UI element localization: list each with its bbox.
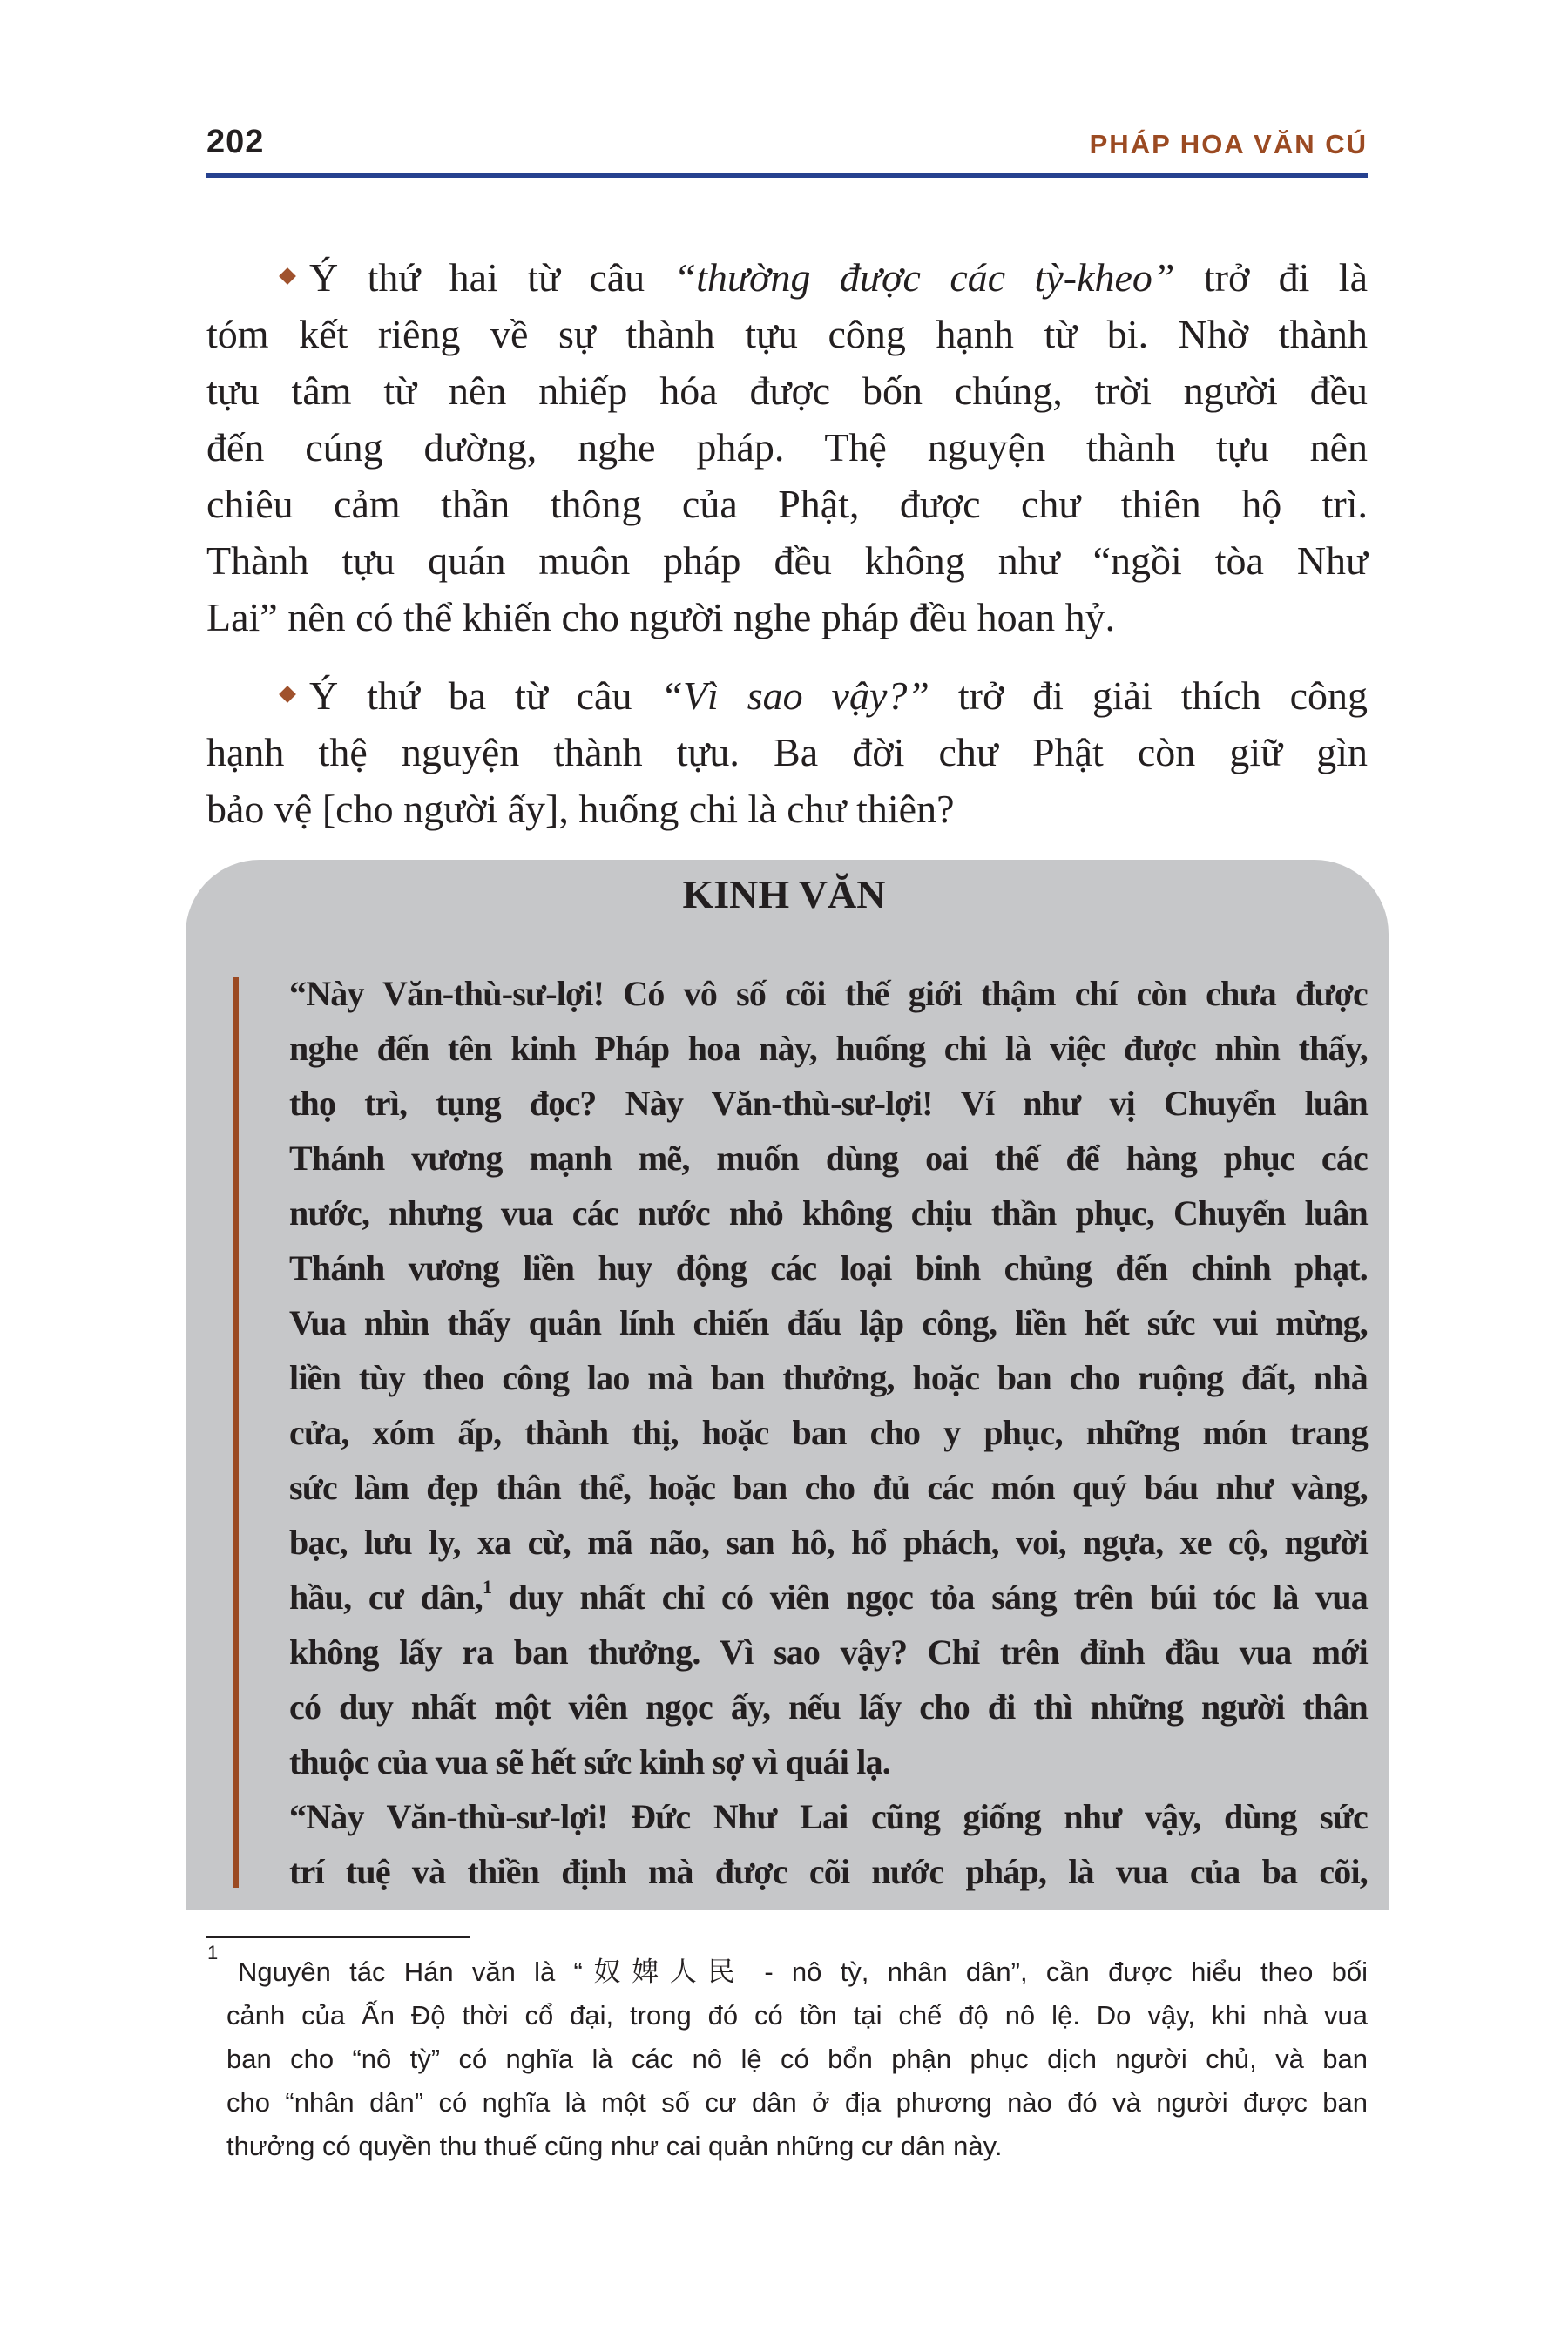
text-line xyxy=(289,1240,1368,1295)
line-text: đến cúng dường, nghe pháp. Thệ nguyện thành tựu nên xyxy=(206,425,1368,470)
text-line xyxy=(206,667,1368,724)
text-line xyxy=(289,1844,1368,1899)
sutra-box-title: KINH VĂN xyxy=(682,872,886,916)
text-line xyxy=(206,781,1368,837)
line-text: hạnh thệ nguyện thành tựu. Ba đời chư Phật còn giữ gìn xyxy=(206,730,1368,774)
line-text: nghe đến tên kinh Pháp hoa này, huống chi là việc được nhìn thấy, xyxy=(289,1029,1368,1068)
line-text: cửa, xóm ấp, thành thị, hoặc ban cho y phục, những món trang xyxy=(289,1413,1368,1452)
footnote-marker: 1 xyxy=(207,1942,219,1963)
text-line xyxy=(206,362,1368,419)
line-text: trở đi giải thích công xyxy=(929,673,1369,718)
text-line xyxy=(289,1789,1368,1844)
line-text: “Này Văn-thù-sư-lợi! Có vô số cõi thế giới thậm chí còn chưa được xyxy=(289,974,1368,1013)
header-rule xyxy=(206,173,1368,178)
text-line xyxy=(226,2038,1368,2081)
diamond-bullet-icon xyxy=(279,268,296,286)
line-text: cho “nhân dân” có nghĩa là một số cư dân ở địa phương nào đó và người được ban xyxy=(226,2087,1368,2118)
line-text: không lấy ra ban thưởng. Vì sao vậy? Chỉ trên đỉnh đầu vua mới xyxy=(289,1632,1368,1672)
line-text: Thánh vương mạnh mẽ, muốn dùng oai thế để hàng phục các xyxy=(289,1139,1368,1178)
footnote-rule xyxy=(206,1936,470,1938)
italic-quote: “thường được các tỳ-kheo” xyxy=(673,255,1175,300)
line-text: tựu tâm từ nên nhiếp hóa được bốn chúng, trời người đều xyxy=(206,368,1368,413)
text-line xyxy=(206,589,1368,645)
text-line xyxy=(206,249,1368,306)
line-text: có duy nhất một viên ngọc ấy, nếu lấy cho đi thì những người thân xyxy=(289,1687,1368,1727)
text-line xyxy=(289,1570,1368,1625)
line-text: duy nhất chỉ có viên ngọc tỏa sáng trên búi tóc là vua xyxy=(491,1578,1368,1617)
line-text: thọ trì, tụng đọc? Này Văn-thù-sư-lợi! Ví như vị Chuyển luân xyxy=(289,1084,1368,1123)
body-paragraph-2 xyxy=(206,667,1368,837)
line-text: Nguyên tác Hán văn là “奴婢人民 - nô tỳ, nhân dân”, cần được hiểu theo bối xyxy=(238,1957,1368,1987)
line-text: ban cho “nô tỳ” có nghĩa là các nô lệ có bổn phận phục dịch người chủ, và ban xyxy=(226,2044,1368,2074)
text-line xyxy=(226,1950,1368,1994)
text-line xyxy=(289,1680,1368,1734)
line-text: Thành tựu quán muôn pháp đều không như “ngồi tòa Như xyxy=(206,538,1368,583)
sutra-text xyxy=(289,966,1368,1899)
footnote xyxy=(207,1942,1368,2168)
line-text: Vua nhìn thấy quân lính chiến đấu lập công, liền hết sức vui mừng, xyxy=(289,1303,1368,1342)
page-number: 202 xyxy=(206,124,265,160)
line-text: cảnh của Ấn Độ thời cổ đại, trong đó có tồn tại chế độ nô lệ. Do vậy, khi nhà vua xyxy=(226,2000,1368,2031)
diamond-bullet-icon xyxy=(279,686,296,704)
text-line xyxy=(206,419,1368,476)
text-line xyxy=(289,1076,1368,1131)
line-text: chiêu cảm thần thông của Phật, được chư thiên hộ trì. xyxy=(206,482,1368,526)
text-line xyxy=(206,476,1368,532)
line-text: Thánh vương liền huy động các loại binh chủng đến chinh phạt. xyxy=(289,1248,1368,1288)
text-line xyxy=(289,1350,1368,1405)
text-line xyxy=(226,2125,1368,2168)
text-line xyxy=(289,966,1368,1021)
line-text: bạc, lưu ly, xa cừ, mã não, san hô, hổ phách, voi, ngựa, xe cộ, người xyxy=(289,1523,1368,1562)
line-text: tóm kết riêng về sự thành tựu công hạnh từ bi. Nhờ thành xyxy=(206,312,1368,356)
line-text: Ý thứ hai từ câu xyxy=(309,255,674,300)
line-text: bảo vệ [cho người ấy], huống chi là chư thiên? xyxy=(206,787,955,831)
text-line xyxy=(289,1625,1368,1680)
text-line xyxy=(289,1186,1368,1240)
text-line xyxy=(289,1131,1368,1186)
text-line xyxy=(289,1405,1368,1460)
footnote-reference[interactable]: 1 xyxy=(482,1576,492,1598)
text-line xyxy=(206,306,1368,362)
text-line xyxy=(226,1994,1368,2038)
text-line xyxy=(206,724,1368,781)
body-paragraph-1 xyxy=(206,249,1368,645)
running-header-title: PHÁP HOA VĂN CÚ xyxy=(1089,129,1368,159)
text-line xyxy=(206,532,1368,589)
text-line xyxy=(289,1295,1368,1350)
line-text: trở đi là xyxy=(1174,255,1368,300)
line-text: hầu, cư dân, xyxy=(289,1578,483,1617)
text-line xyxy=(226,2081,1368,2125)
text-line xyxy=(289,1021,1368,1076)
line-text: thuộc của vua sẽ hết sức kinh sợ vì quái lạ. xyxy=(289,1742,890,1781)
text-line xyxy=(289,1460,1368,1515)
text-line xyxy=(289,1515,1368,1570)
line-text: Lai” nên có thể khiến cho người nghe pháp đều hoan hỷ. xyxy=(206,595,1116,639)
text-line xyxy=(289,1734,1368,1789)
line-text: thưởng có quyền thu thuế cũng như cai quản những cư dân này. xyxy=(226,2131,1003,2161)
line-text: sức làm đẹp thân thể, hoặc ban cho đủ các món quý báu như vàng, xyxy=(289,1468,1368,1507)
line-text: Ý thứ ba từ câu xyxy=(309,673,661,718)
italic-quote: “Vì sao vậy?” xyxy=(660,673,929,718)
line-text: nước, nhưng vua các nước nhỏ không chịu thần phục, Chuyển luân xyxy=(289,1193,1368,1233)
line-text: trí tuệ và thiền định mà được cõi nước pháp, là vua của ba cõi, xyxy=(289,1852,1368,1891)
line-text: liền tùy theo công lao mà ban thưởng, hoặc ban cho ruộng đất, nhà xyxy=(289,1358,1368,1397)
line-text: “Này Văn-thù-sư-lợi! Đức Như Lai cũng giống như vậy, dùng sức xyxy=(289,1797,1368,1836)
sutra-quote-bar xyxy=(233,977,239,1888)
